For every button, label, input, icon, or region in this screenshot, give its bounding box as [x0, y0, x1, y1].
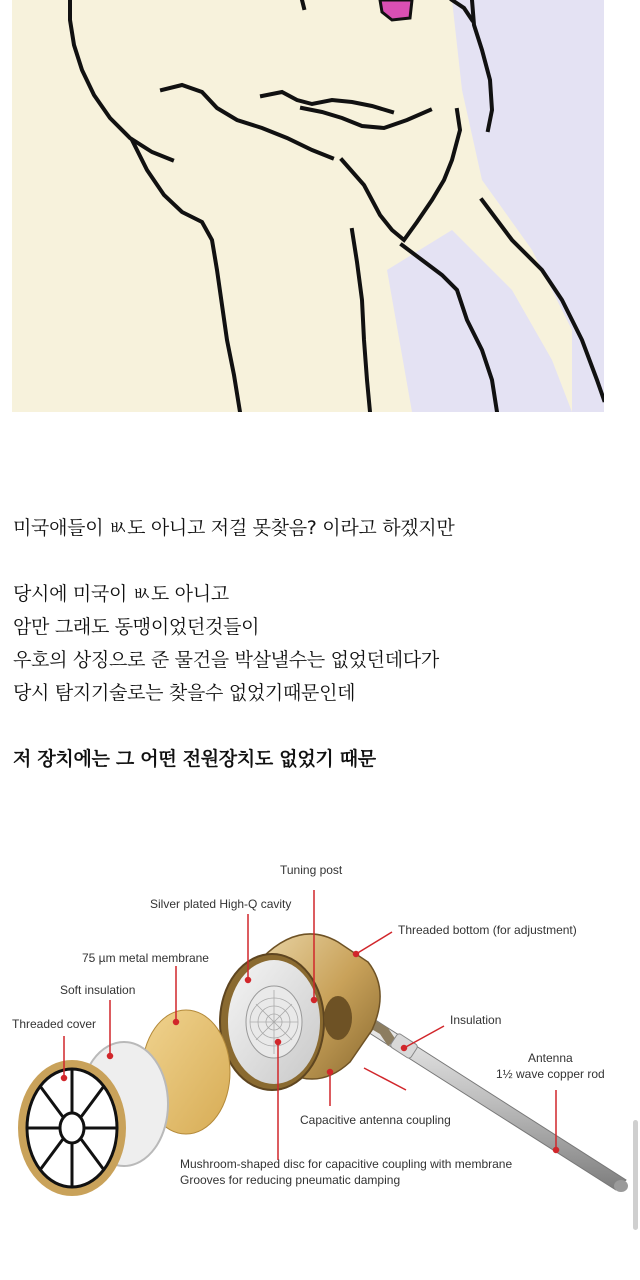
label-insulation: Insulation [450, 1013, 502, 1027]
post-line-1: 미국애들이 ㅄ도 아니고 저걸 못찾음? 이라고 하겠지만 [13, 517, 455, 539]
post-line-2: 당시에 미국이 ㅄ도 아니고 [13, 583, 229, 605]
label-threaded-cover: Threaded cover [12, 1017, 97, 1031]
label-threaded-bottom: Threaded bottom (for adjustment) [398, 923, 577, 937]
label-antenna-sub: 1½ wave copper rod [496, 1067, 605, 1081]
post-line-5: 당시 탐지기술로는 찾을수 없었기때문인데 [13, 682, 356, 704]
label-capacitive-coupling: Capacitive antenna coupling [300, 1113, 451, 1127]
device-diagram [0, 850, 640, 1220]
meme-image [12, 0, 604, 412]
cavity-cylinder [220, 934, 380, 1090]
post-line-3: 암만 그래도 동맹이었던것들이 [13, 616, 260, 638]
post-line-gap [13, 710, 613, 743]
post-line-4: 우호의 상징으로 준 물건을 박살낼수는 없었던데다가 [13, 649, 439, 671]
label-mushroom-disc: Mushroom-shaped disc for capacitive coupling with membrane [180, 1157, 513, 1171]
label-grooves: Grooves for reducing pneumatic damping [180, 1173, 401, 1187]
label-tuning-post: Tuning post [280, 863, 343, 877]
post-emphasis-line: 저 장치에는 그 어떤 전원장치도 없었기 때문 [13, 748, 376, 770]
post-body [13, 512, 613, 776]
scrollbar-thumb[interactable] [633, 1120, 638, 1230]
post-line-gap [13, 545, 613, 578]
threaded-cover-wheel [22, 1064, 122, 1192]
label-antenna: Antenna [528, 1051, 573, 1065]
exploded-view-svg [0, 850, 640, 1220]
label-soft-insulation: Soft insulation [60, 983, 136, 997]
pixel-face-illustration [12, 0, 604, 412]
label-cavity: Silver plated High-Q cavity [150, 897, 292, 911]
label-membrane: 75 µm metal membrane [82, 951, 209, 965]
